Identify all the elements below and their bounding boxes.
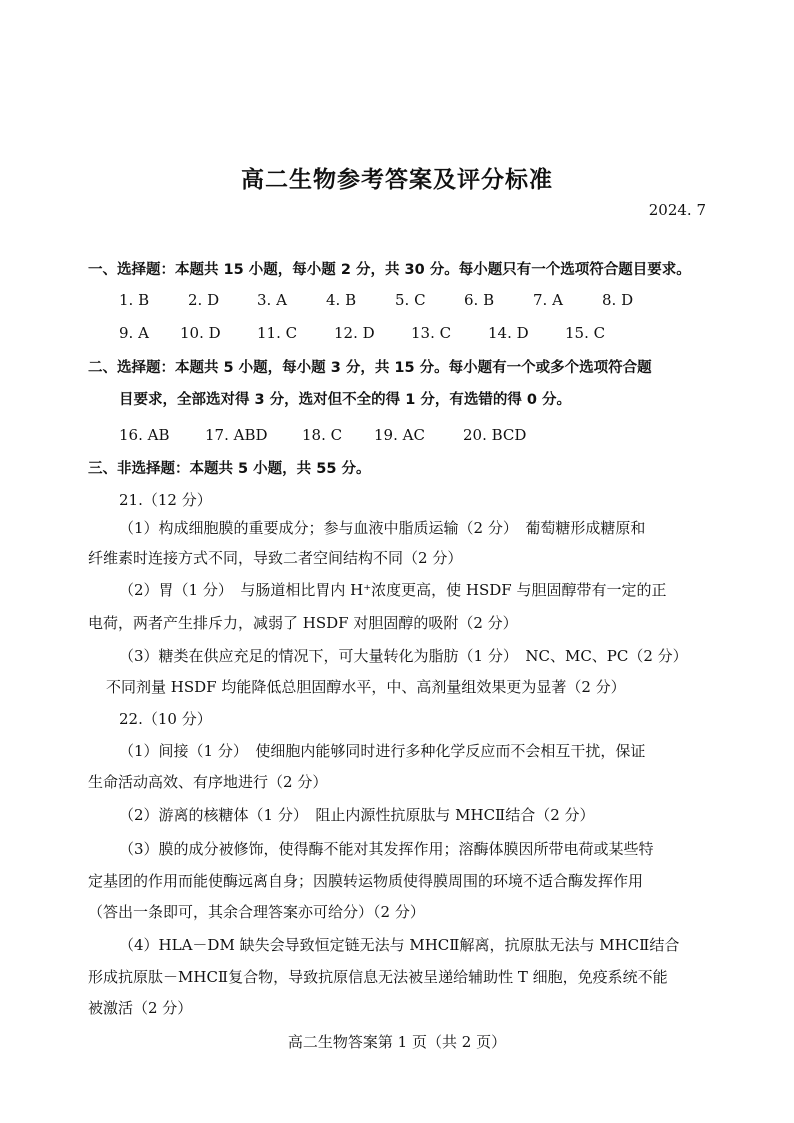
answer-item: 17. ABD (205, 426, 268, 444)
answer-item: 2. D (188, 291, 220, 309)
section1-answer-row-1 (119, 289, 633, 311)
answer-item: 10. D (180, 324, 221, 342)
answer-item: 8. D (602, 291, 634, 309)
q21-part1-line2: 纤维素时连接方式不同，导致二者空间结构不同（2 分） (88, 549, 463, 567)
answer-item: 11. C (257, 324, 298, 342)
q22-part2-line1: （2）游离的核糖体（1 分） 阻止内源性抗原肽与 MHCⅡ结合（2 分） (119, 806, 595, 824)
q22-part4-line2: 形成抗原肽－MHCⅡ复合物，导致抗原信息无法被呈递给辅助性 T 细胞，免疫系统不能 (88, 968, 668, 986)
question-21-header: 21.（12 分） (119, 491, 212, 509)
answer-item: 5. C (395, 291, 426, 309)
q22-part1-line1: （1）间接（1 分） 使细胞内能够同时进行多种化学反应而不会相互干扰，保证 (119, 742, 646, 760)
answer-item: 3. A (257, 291, 287, 309)
section3-heading: 三、非选择题：本题共 5 小题，共 55 分。 (88, 461, 371, 477)
answer-item: 18. C (302, 426, 343, 444)
answer-item: 7. A (533, 291, 563, 309)
page-footer: 高二生物答案第 1 页（共 2 页） (287, 1033, 507, 1051)
question-22-header: 22.（10 分） (119, 710, 212, 728)
answer-item: 14. D (488, 324, 529, 342)
section1-answer-row-2 (119, 322, 605, 344)
section1-heading: 一、选择题：本题共 15 小题，每小题 2 分，共 30 分。每小题只有一个选项符合题目要求。 (88, 262, 691, 278)
answer-item: 20. BCD (463, 426, 527, 444)
document-title: 高二生物参考答案及评分标准 (241, 167, 553, 193)
answer-item: 19. AC (374, 426, 425, 444)
answer-item: 16. AB (119, 426, 170, 444)
section2-heading-line2: 目要求，全部选对得 3 分，选对但不全的得 1 分，有选错的得 0 分。 (119, 392, 572, 408)
q21-part1-line1: （1）构成细胞膜的重要成分；参与血液中脂质运输（2 分） 葡萄糖形成糖原和 (119, 519, 646, 537)
answer-item: 15. C (565, 324, 606, 342)
q21-part2-line1: （2）胃（1 分） 与肠道相比胃内 H⁺浓度更高，使 HSDF 与胆固醇带有一定的正 (119, 581, 667, 599)
section2-answer-row (119, 424, 526, 446)
answer-item: 9. A (119, 324, 149, 342)
answer-item: 13. C (411, 324, 452, 342)
answer-item: 4. B (326, 291, 357, 309)
q22-part4-line1: （4）HLA－DM 缺失会导致恒定链无法与 MHCⅡ解离，抗原肽无法与 MHCⅡ结合 (119, 936, 680, 954)
answer-item: 1. B (119, 291, 150, 309)
answer-item: 6. B (464, 291, 495, 309)
q22-part3-line1: （3）膜的成分被修饰，使得酶不能对其发挥作用；溶酶体膜因所带电荷或某些特 (119, 840, 654, 858)
section2-heading-line1: 二、选择题：本题共 5 小题，每小题 3 分，共 15 分。每小题有一个或多个选项符合题 (88, 360, 652, 376)
document-date: 2024. 7 (648, 201, 706, 219)
q21-part3-line2: 不同剂量 HSDF 均能降低总胆固醇水平，中、高剂量组效果更为显著（2 分） (106, 678, 626, 696)
q21-part3-line1: （3）糖类在供应充足的情况下，可大量转化为脂肪（1 分） NC、MC、PC（2 分） (119, 647, 688, 665)
q22-part1-line2: 生命活动高效、有序地进行（2 分） (88, 773, 328, 791)
q22-part3-line2: 定基团的作用而能使酶远离自身；因膜转运物质使得膜周围的环境不适合酶发挥作用 (88, 872, 644, 890)
q22-part3-line3: （答出一条即可，其余合理答案亦可给分）（2 分） (88, 903, 425, 921)
q22-part4-line3: 被激活（2 分） (88, 999, 193, 1017)
q21-part2-line2: 电荷，两者产生排斥力，减弱了 HSDF 对胆固醇的吸附（2 分） (88, 614, 518, 632)
answer-item: 12. D (334, 324, 375, 342)
